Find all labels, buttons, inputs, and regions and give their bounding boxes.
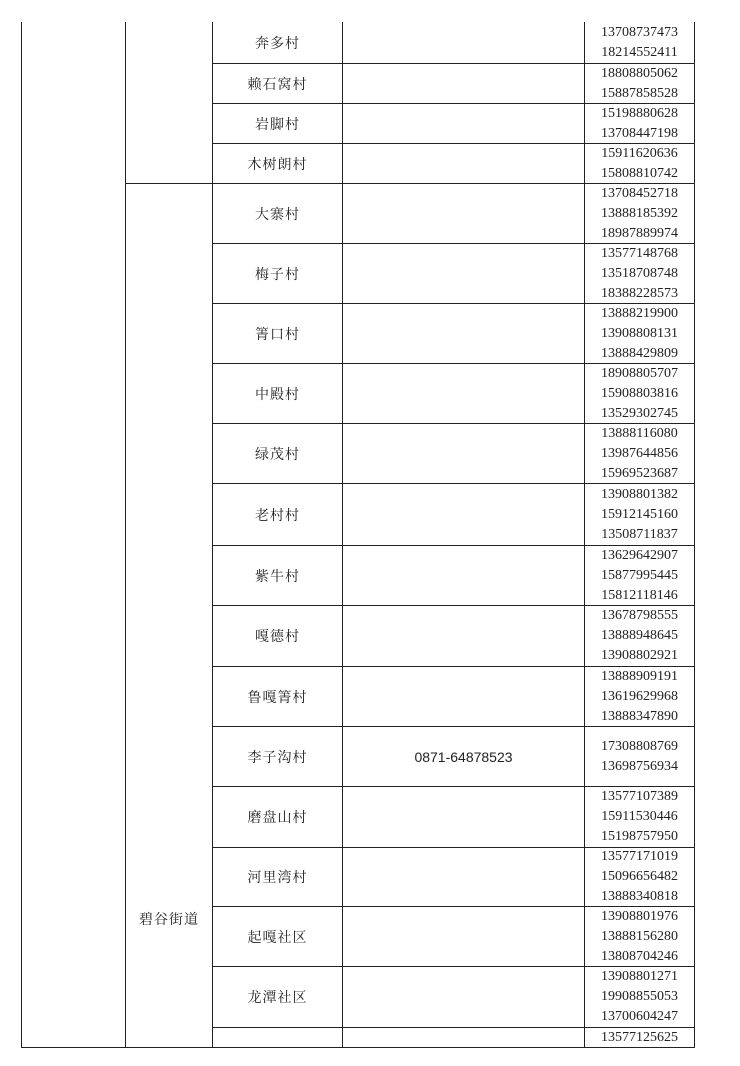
phone-number: 15911620636 bbox=[601, 145, 678, 161]
phone-number: 13888185392 bbox=[601, 205, 678, 221]
table-bottom-border bbox=[21, 1047, 695, 1048]
phone-number: 13908801382 bbox=[601, 486, 678, 502]
phone-number: 13908801976 bbox=[601, 908, 678, 924]
village-name: 李子沟村 bbox=[247, 749, 308, 766]
office-phone-cell bbox=[343, 1028, 584, 1047]
phone-number: 15198757950 bbox=[601, 829, 678, 844]
village-name: 奔多村 bbox=[255, 36, 300, 52]
village-name: 鲁嘎箐村 bbox=[247, 689, 308, 706]
village-name: 木树朗村 bbox=[247, 156, 308, 173]
village-name: 紫牛村 bbox=[255, 568, 300, 585]
phone-number: 18214552411 bbox=[601, 45, 678, 60]
phone-number: 13888909191 bbox=[601, 668, 678, 684]
office-phone-cell bbox=[343, 244, 584, 303]
village-name: 赖石窝村 bbox=[247, 76, 308, 93]
phone-number: 13888948645 bbox=[601, 628, 678, 643]
street-name: 碧谷街道 bbox=[139, 912, 199, 928]
phone-number: 17308808769 bbox=[601, 738, 678, 754]
village-name: 河里湾村 bbox=[247, 870, 308, 886]
village-name bbox=[213, 1028, 342, 1047]
phone-number: 15877995445 bbox=[601, 567, 678, 583]
village-name: 梅子村 bbox=[255, 266, 300, 283]
office-phone-cell bbox=[343, 23, 584, 63]
phone-number: 15808810742 bbox=[601, 165, 678, 181]
phone-number: 13518708748 bbox=[601, 265, 678, 281]
village-name: 起嘎社区 bbox=[247, 929, 308, 946]
phone-number: 13908802921 bbox=[601, 648, 678, 663]
phone-number: 13577125625 bbox=[601, 1029, 678, 1045]
phone-number: 18908805707 bbox=[601, 365, 678, 381]
phone-list bbox=[585, 184, 694, 243]
phone-number: 13678798555 bbox=[601, 608, 678, 623]
phone-list bbox=[585, 546, 694, 605]
column-divider-0 bbox=[21, 22, 22, 1048]
phone-list bbox=[585, 606, 694, 666]
office-phone-cell bbox=[343, 304, 584, 363]
village-name: 大寨村 bbox=[255, 206, 300, 223]
phone-number: 13619629968 bbox=[601, 688, 678, 704]
phone-number: 13888429809 bbox=[601, 345, 678, 361]
phone-number: 13908801271 bbox=[601, 969, 678, 984]
office-phone-cell bbox=[343, 104, 584, 143]
phone-list bbox=[585, 967, 694, 1027]
phone-number: 15887858528 bbox=[601, 85, 678, 101]
phone-number: 18987889974 bbox=[601, 225, 678, 241]
office-phone-cell bbox=[343, 184, 584, 243]
phone-number: 19908855053 bbox=[601, 989, 678, 1004]
office-phone-cell bbox=[343, 144, 584, 183]
village-name: 箐口村 bbox=[255, 326, 300, 343]
phone-number: 13987644856 bbox=[601, 445, 678, 461]
phone-list bbox=[585, 244, 694, 303]
phone-number: 13888156280 bbox=[601, 928, 678, 944]
phone-number: 15812118146 bbox=[601, 587, 678, 603]
phone-list bbox=[585, 1028, 694, 1047]
phone-number: 13700604247 bbox=[601, 1009, 678, 1024]
office-phone-cell bbox=[343, 424, 584, 483]
phone-number: 15096656482 bbox=[601, 869, 678, 884]
office-phone: 0871-64878523 bbox=[414, 748, 513, 765]
phone-number: 13888347890 bbox=[601, 708, 678, 724]
phone-number: 13888219900 bbox=[601, 305, 678, 321]
office-phone-cell bbox=[343, 64, 584, 103]
column-divider-5 bbox=[694, 22, 695, 1048]
phone-list bbox=[585, 364, 694, 423]
street-cell bbox=[126, 184, 212, 1047]
phone-number: 13577171019 bbox=[601, 849, 678, 864]
phone-list bbox=[585, 104, 694, 143]
phone-number: 13808704246 bbox=[601, 948, 678, 964]
office-phone-cell bbox=[343, 967, 584, 1027]
phone-list bbox=[585, 667, 694, 726]
office-phone-cell bbox=[343, 907, 584, 966]
phone-list bbox=[585, 848, 694, 906]
phone-number: 13529302745 bbox=[601, 405, 678, 421]
village-name: 磨盘山村 bbox=[247, 810, 308, 826]
phone-number: 13708452718 bbox=[601, 185, 678, 201]
phone-number: 15912145160 bbox=[601, 506, 678, 522]
phone-list bbox=[585, 907, 694, 966]
village-name: 岩脚村 bbox=[255, 116, 300, 133]
office-phone-cell bbox=[343, 727, 584, 786]
phone-number: 15911530446 bbox=[601, 809, 678, 824]
phone-list bbox=[585, 64, 694, 103]
village-name: 老村村 bbox=[255, 507, 300, 524]
phone-number: 13577148768 bbox=[601, 245, 678, 261]
phone-list bbox=[585, 727, 694, 786]
phone-number: 13708447198 bbox=[601, 125, 678, 141]
phone-number: 18388228573 bbox=[601, 285, 678, 301]
office-phone-cell bbox=[343, 484, 584, 545]
office-phone-cell bbox=[343, 667, 584, 726]
phone-list bbox=[585, 304, 694, 363]
office-phone-cell bbox=[343, 787, 584, 847]
office-phone-cell bbox=[343, 606, 584, 666]
village-name: 绿茂村 bbox=[255, 446, 300, 463]
phone-number: 13629642907 bbox=[601, 547, 678, 563]
phone-number: 13698756934 bbox=[601, 758, 678, 774]
phone-list bbox=[585, 787, 694, 847]
street-cell bbox=[126, 23, 212, 183]
office-phone-cell bbox=[343, 546, 584, 605]
phone-number: 13888116080 bbox=[601, 425, 678, 441]
phone-list bbox=[585, 144, 694, 183]
phone-number: 15908803816 bbox=[601, 385, 678, 401]
village-name: 中殿村 bbox=[255, 386, 300, 403]
phone-list bbox=[585, 424, 694, 483]
phone-number: 13908808131 bbox=[601, 325, 678, 341]
village-name: 龙潭社区 bbox=[247, 990, 308, 1006]
phone-list bbox=[585, 484, 694, 545]
office-phone-cell bbox=[343, 364, 584, 423]
phone-number: 15969523687 bbox=[601, 465, 678, 481]
office-phone-cell bbox=[343, 848, 584, 906]
village-name: 嘎德村 bbox=[255, 629, 300, 645]
phone-number: 15198880628 bbox=[601, 105, 678, 121]
phone-list bbox=[585, 23, 694, 63]
phone-number: 13577107389 bbox=[601, 789, 678, 804]
phone-number: 13508711837 bbox=[601, 526, 678, 542]
phone-number: 13888340818 bbox=[601, 889, 678, 904]
phone-number: 13708737473 bbox=[601, 25, 678, 40]
phone-number: 18808805062 bbox=[601, 65, 678, 81]
